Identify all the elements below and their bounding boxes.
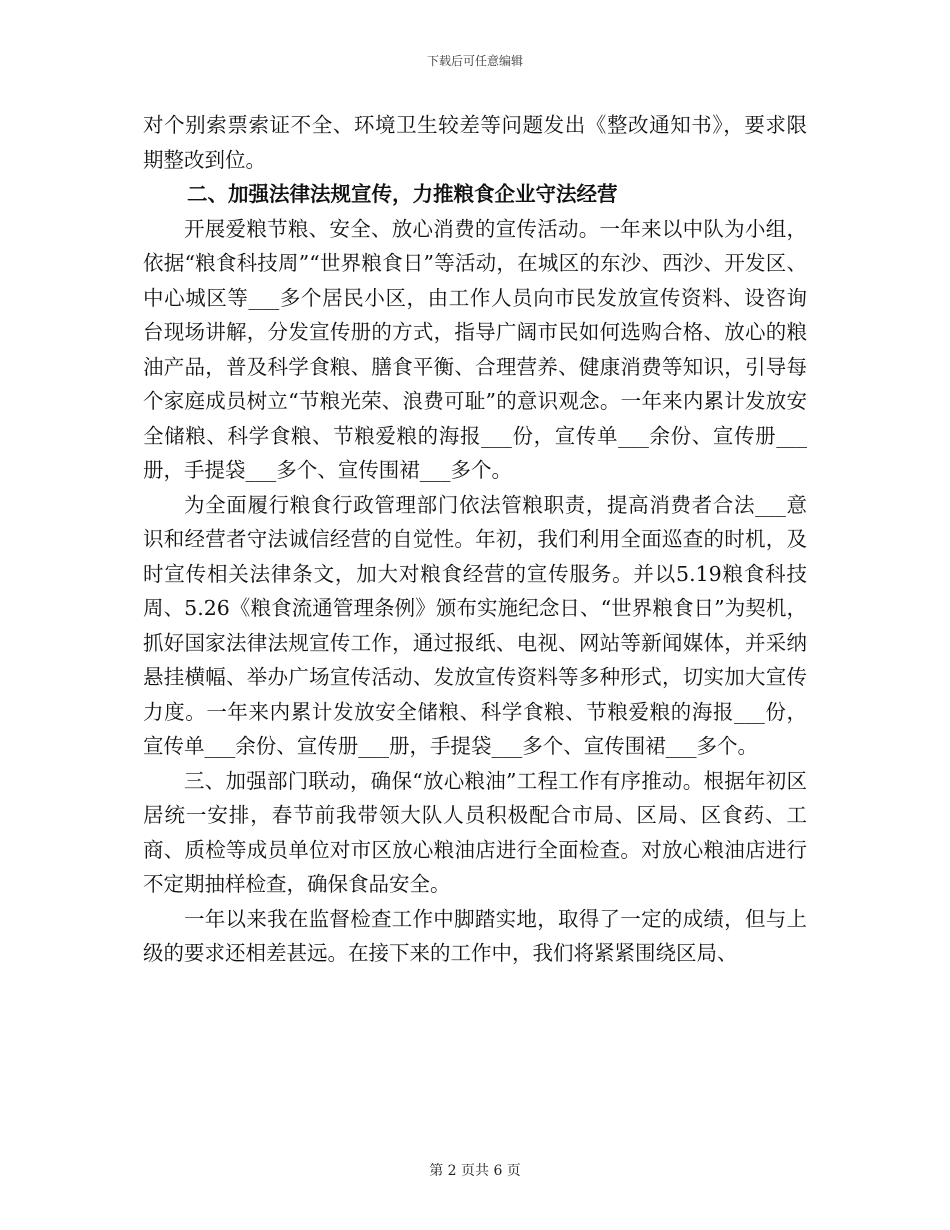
document-body [143,108,807,971]
page-number: 第 2 页共 6 页 [429,1163,521,1179]
paragraph: 一年以来我在监督检查工作中脚踏实地，取得了一定的成绩，但与上级的要求还相差甚远。在接下来的工作中，我们将紧紧围绕区局、 [143,906,807,965]
page-header: 下载后可任意编辑 [426,54,523,68]
paragraph-continuation: 对个别索票索证不全、环境卫生较差等问题发出《整改通知书》，要求限期整改到位。 [143,113,807,172]
paragraph: 开展爱粮节粮、安全、放心消费的宣传活动。一年来以中队为小组，依据“粮食科技周”“世界粮食日”等活动，在城区的东沙、西沙、开发区、中心城区等___多个居民小区，由工作人员向市民发放宣传资料、设咨询台现场讲解，分发宣传册的方式，指导广阔市民如何选购合格、放心的粮油产品，普及科学食粮、膳食平衡、合理营养、健康消费等知识，引导每个家庭成员树立“节粮光荣、浪费可耻”的意识观念。一年来内累计发放安全储粮、科学食粮、节粮爱粮的海报___份，宣传单___余份、宣传册___册，手提袋___多个、宣传围裙___多个。 [143,216,807,482]
paragraph: 三、加强部门联动，确保“放心粮油”工程工作有序推动。根据年初区居统一安排，春节前我带领大队人员积极配合市局、区局、区食药、工商、质检等成员单位对市区放心粮油店进行全面检查。对放心粮油店进行不定期抽样检查，确保食品安全。 [143,768,807,896]
section-heading: 二、加强法律法规宣传，力推粮食企业守法经营 [187,182,618,206]
paragraph: 为全面履行粮食行政管理部门依法管粮职责，提高消费者合法___意识和经营者守法诚信经营的自觉性。年初，我们利用全面巡查的时机，及时宣传相关法律条文，加大对粮食经营的宣传服务。并以5.19粮食科技周、5.26《粮食流通管理条例》颁布实施纪念日、“世界粮食日”为契机，抓好国家法律法规宣传工作，通过报纸、电视、网站等新闻媒体，并采纳悬挂横幅、举办广场宣传活动、发放宣传资料等多种形式，切实加大宣传力度。一年来内累计发放安全储粮、科学食粮、节粮爱粮的海报___份，宣传单___余份、宣传册___册，手提袋___多个、宣传围裙___多个。 [143,492,807,758]
